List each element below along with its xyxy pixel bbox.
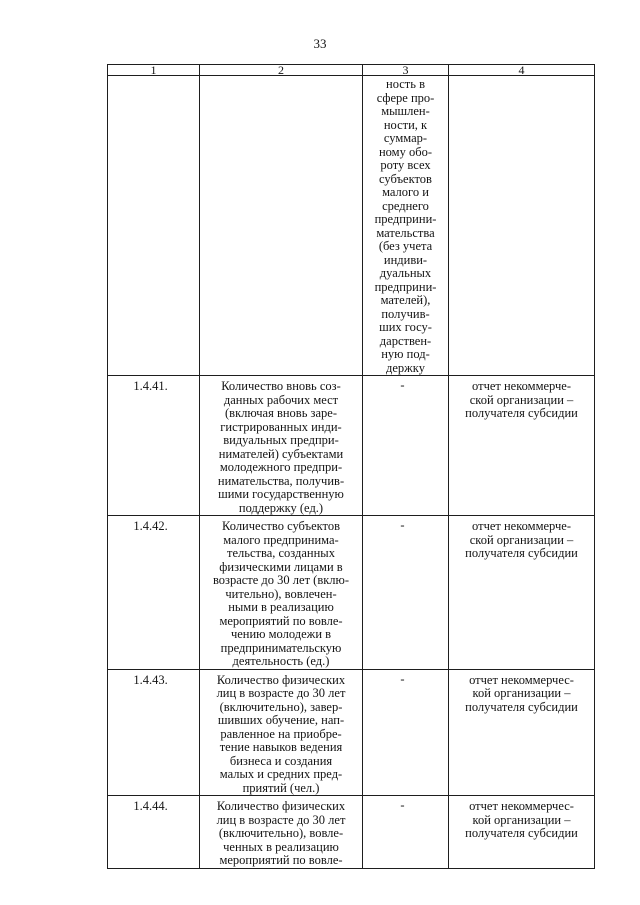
table-row-continuation: [108, 76, 595, 376]
indicator-name: Количество субъектов малого предпринима- тельства, созданных физическими лицами в возрасте до 30 лет (вклю- чительно), вовлечен- ными в реализацию мероприятий по вовле- чению молодежи в предпринимательскую деятельность (ед.): [212, 519, 350, 668]
column-header: 2: [200, 65, 363, 76]
indicator-name: Количество вновь соз- данных рабочих мест (включая вновь заре- гистрированных инди- видуальных предпри- нимателей) субъектами молодежного предпри- нимательства, получив- шими государственную поддержку (ед.): [217, 379, 345, 515]
source-text: отчет некоммерче- ской организации – получателя субсидии: [465, 519, 578, 560]
indicator-name-cell: [200, 516, 363, 670]
source-text: отчет некоммерчес- кой организации – получателя субсидии: [465, 672, 578, 714]
indicator-name: Количество физических лиц в возрасте до 30 лет (включительно), завер- шивших обучение, нап- равленное на приобре- тение навыков ведения бизнеса и создания малых и средних пред- приятий (чел.): [216, 672, 346, 795]
indicator-name-cell: [200, 376, 363, 516]
row-number: 1.4.41.: [133, 379, 168, 393]
source-text: отчет некоммерчес- кой организации – получателя субсидии: [465, 799, 578, 840]
indicator-name: Количество физических лиц в возрасте до 30 лет (включительно), вовле- ченных в реализацию мероприятий по вовле-: [216, 799, 346, 867]
row-number-cell: [108, 796, 200, 869]
table-row: [108, 376, 595, 516]
row-number-cell: [108, 376, 200, 516]
value-dash: -: [400, 518, 405, 532]
table-row: [108, 669, 595, 796]
indicator-table: [107, 64, 595, 869]
row-number: 1.4.44.: [133, 799, 168, 813]
value-dash: -: [400, 671, 405, 686]
source-cell: [449, 376, 595, 516]
column-header: 4: [449, 65, 595, 76]
table-row: [108, 516, 595, 670]
row-number-cell: [108, 516, 200, 670]
row-number-cell: [108, 76, 200, 376]
column-header: 3: [363, 65, 449, 76]
value-cell: [363, 669, 449, 796]
row-number-cell: [108, 669, 200, 796]
column-header: 1: [108, 65, 200, 76]
indicator-name-cell: [200, 796, 363, 869]
table-header-row: [108, 65, 595, 76]
table-row: [108, 796, 595, 869]
indicator-name-cell: [200, 669, 363, 796]
value-cell: [363, 376, 449, 516]
value-cell: [363, 76, 449, 376]
indicator-name-cell: [200, 76, 363, 376]
source-text: отчет некоммерче- ской организации – получателя субсидии: [465, 379, 578, 420]
value-cell: [363, 796, 449, 869]
row-number: 1.4.42.: [133, 519, 168, 533]
value-dash: -: [400, 378, 405, 392]
row-number: 1.4.43.: [133, 672, 168, 687]
source-cell: [449, 669, 595, 796]
value-dash: -: [400, 798, 405, 812]
value-cell: [363, 516, 449, 670]
source-cell: [449, 796, 595, 869]
source-cell: [449, 516, 595, 670]
source-cell: [449, 76, 595, 376]
value-text: ность в сфере про- мышлен- ности, к суммар- ному обо- роту всех субъектов малого и среднего предприни- мательства (без учета индиви- дуальных предприни- мателей), получив- ших госу- дарствен- ную под- держку: [374, 77, 437, 375]
page-number: 33: [313, 36, 327, 51]
